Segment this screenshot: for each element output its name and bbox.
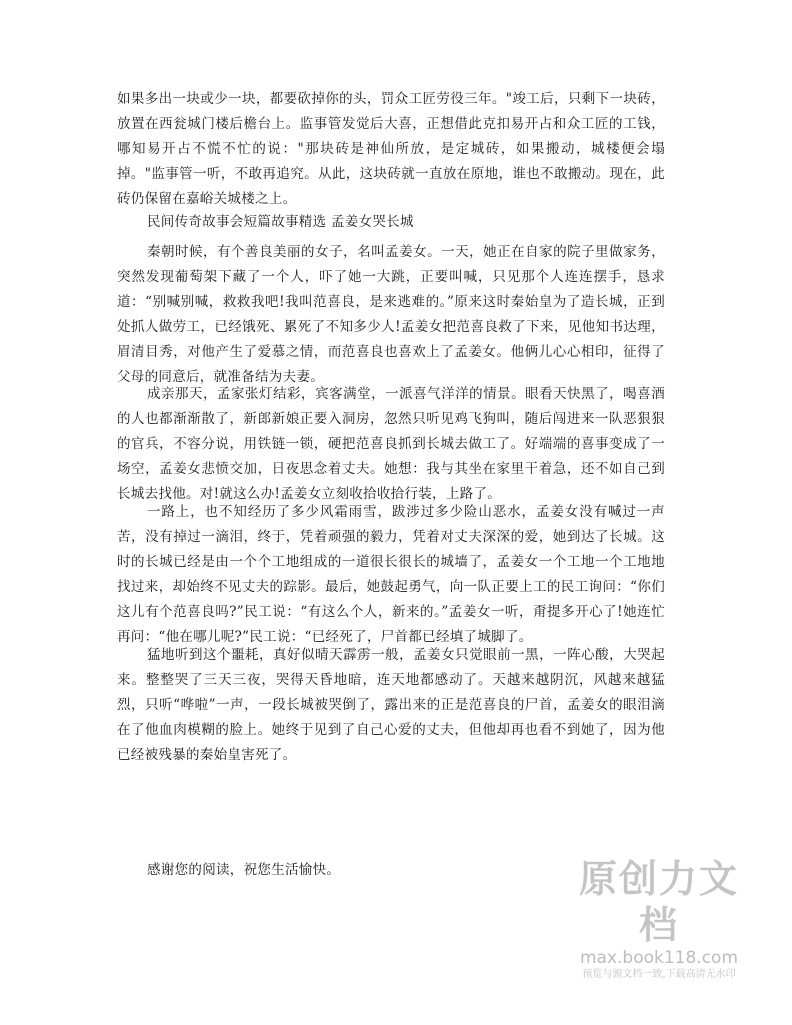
section-heading: 民间传奇故事会短篇故事精选 孟姜女哭长城 — [147, 214, 414, 230]
story-paragraph-1: 秦朝时候，有个善良美丽的女子，名叫孟姜女。一天，她正在自家的院子里做家务，突然发现葡萄架下藏了一个人，吓了她一大跳，正要叫喊，只见那个人连连摆手，恳求道：“别喊别喊，救救我吧!我叫范喜良，是来逃难的。”原来这时秦始皇为了造长城，正到处抓人做劳工，已经饿死、累死了不知多少人!孟姜女把范喜良救了下来，见他知书达理，眉清目秀，对他产生了爱慕之情，而范喜良也喜欢上了孟姜女。他俩儿心心相印，征得了父母的同意后，就准备结为夫妻。 — [117, 244, 665, 385]
intro-paragraph: 如果多出一块或少一块，都要砍掉你的头，罚众工匠劳役三年。"竣工后，只剩下一块砖，放置在西瓮城门楼后檐台上。监事管发觉后大喜，正想借此克扣易开占和众工匠的工钱，哪知易开占不慌不忙的说："那块砖是神仙所放，是定城砖，如果搬动，城楼便会塌掉。"监事管一听，不敢再追究。从此，这块砖就一直放在原地，谁也不敢搬动。现在，此砖仍保留在嘉峪关城楼之上。 — [117, 91, 665, 207]
watermark-note: 预览与源文档一致,下载高清无水印 — [582, 969, 736, 980]
story-paragraph-3: 一路上，也不知经历了多少风霜雨雪，跋涉过多少险山恶水，孟姜女没有喊过一声苦，没有掉过一滴泪，终于，凭着顽强的毅力，凭着对丈夫深深的爱，她到达了长城。这时的长城已经是由一个个工地组成的一道很长很长的城墙了，孟姜女一个工地一个工地地找过来，却始终不见丈夫的踪影。最后，她鼓起勇气，向一队正要上工的民工询问：“你们这儿有个范喜良吗?”民工说：“有这么个人，新来的。”孟姜女一听，甭提多开心了!她连忙再问：“他在哪儿呢?”民工说：“已经死了，尸首都已经填了城脚了。 — [117, 504, 665, 645]
watermark-url: max.book118.com — [579, 948, 739, 968]
story-paragraph-4: 猛地听到这个噩耗，真好似晴天霹雳一般，孟姜女只觉眼前一黑，一阵心酸，大哭起来。整整哭了三天三夜，哭得天昏地暗，连天地都感动了。天越来越阴沉，风越来越猛烈，只听“哗啦”一声，一段长城被哭倒了，露出来的正是范喜良的尸首，孟姜女的眼泪滴在了他血肉模糊的脸上。她终于见到了自己心爱的丈夫，但他却再也看不到她了，因为他已经被残暴的秦始皇害死了。 — [117, 647, 665, 763]
watermark-title: 原创力文档 — [578, 857, 739, 947]
watermark — [566, 856, 752, 982]
story-paragraph-2: 成亲那天，孟家张灯结彩，宾客满堂，一派喜气洋洋的情景。眼看天快黑了，喝喜酒的人也都渐渐散了，新郎新娘正要入洞房，忽然只听见鸡飞狗叫，随后闯进来一队恶狠狠的官兵，不容分说，用铁链一锁，硬把范喜良抓到长城去做工了。好端端的喜事变成了一场空，孟姜女悲愤交加，日夜思念着丈夫。她想：我与其坐在家里干着急，还不如自己到长城去找他。对!就这么办!孟姜女立刻收拾收拾行装，上路了。 — [117, 386, 665, 502]
closing-line: 感谢您的阅读，祝您生活愉快。 — [147, 862, 341, 878]
